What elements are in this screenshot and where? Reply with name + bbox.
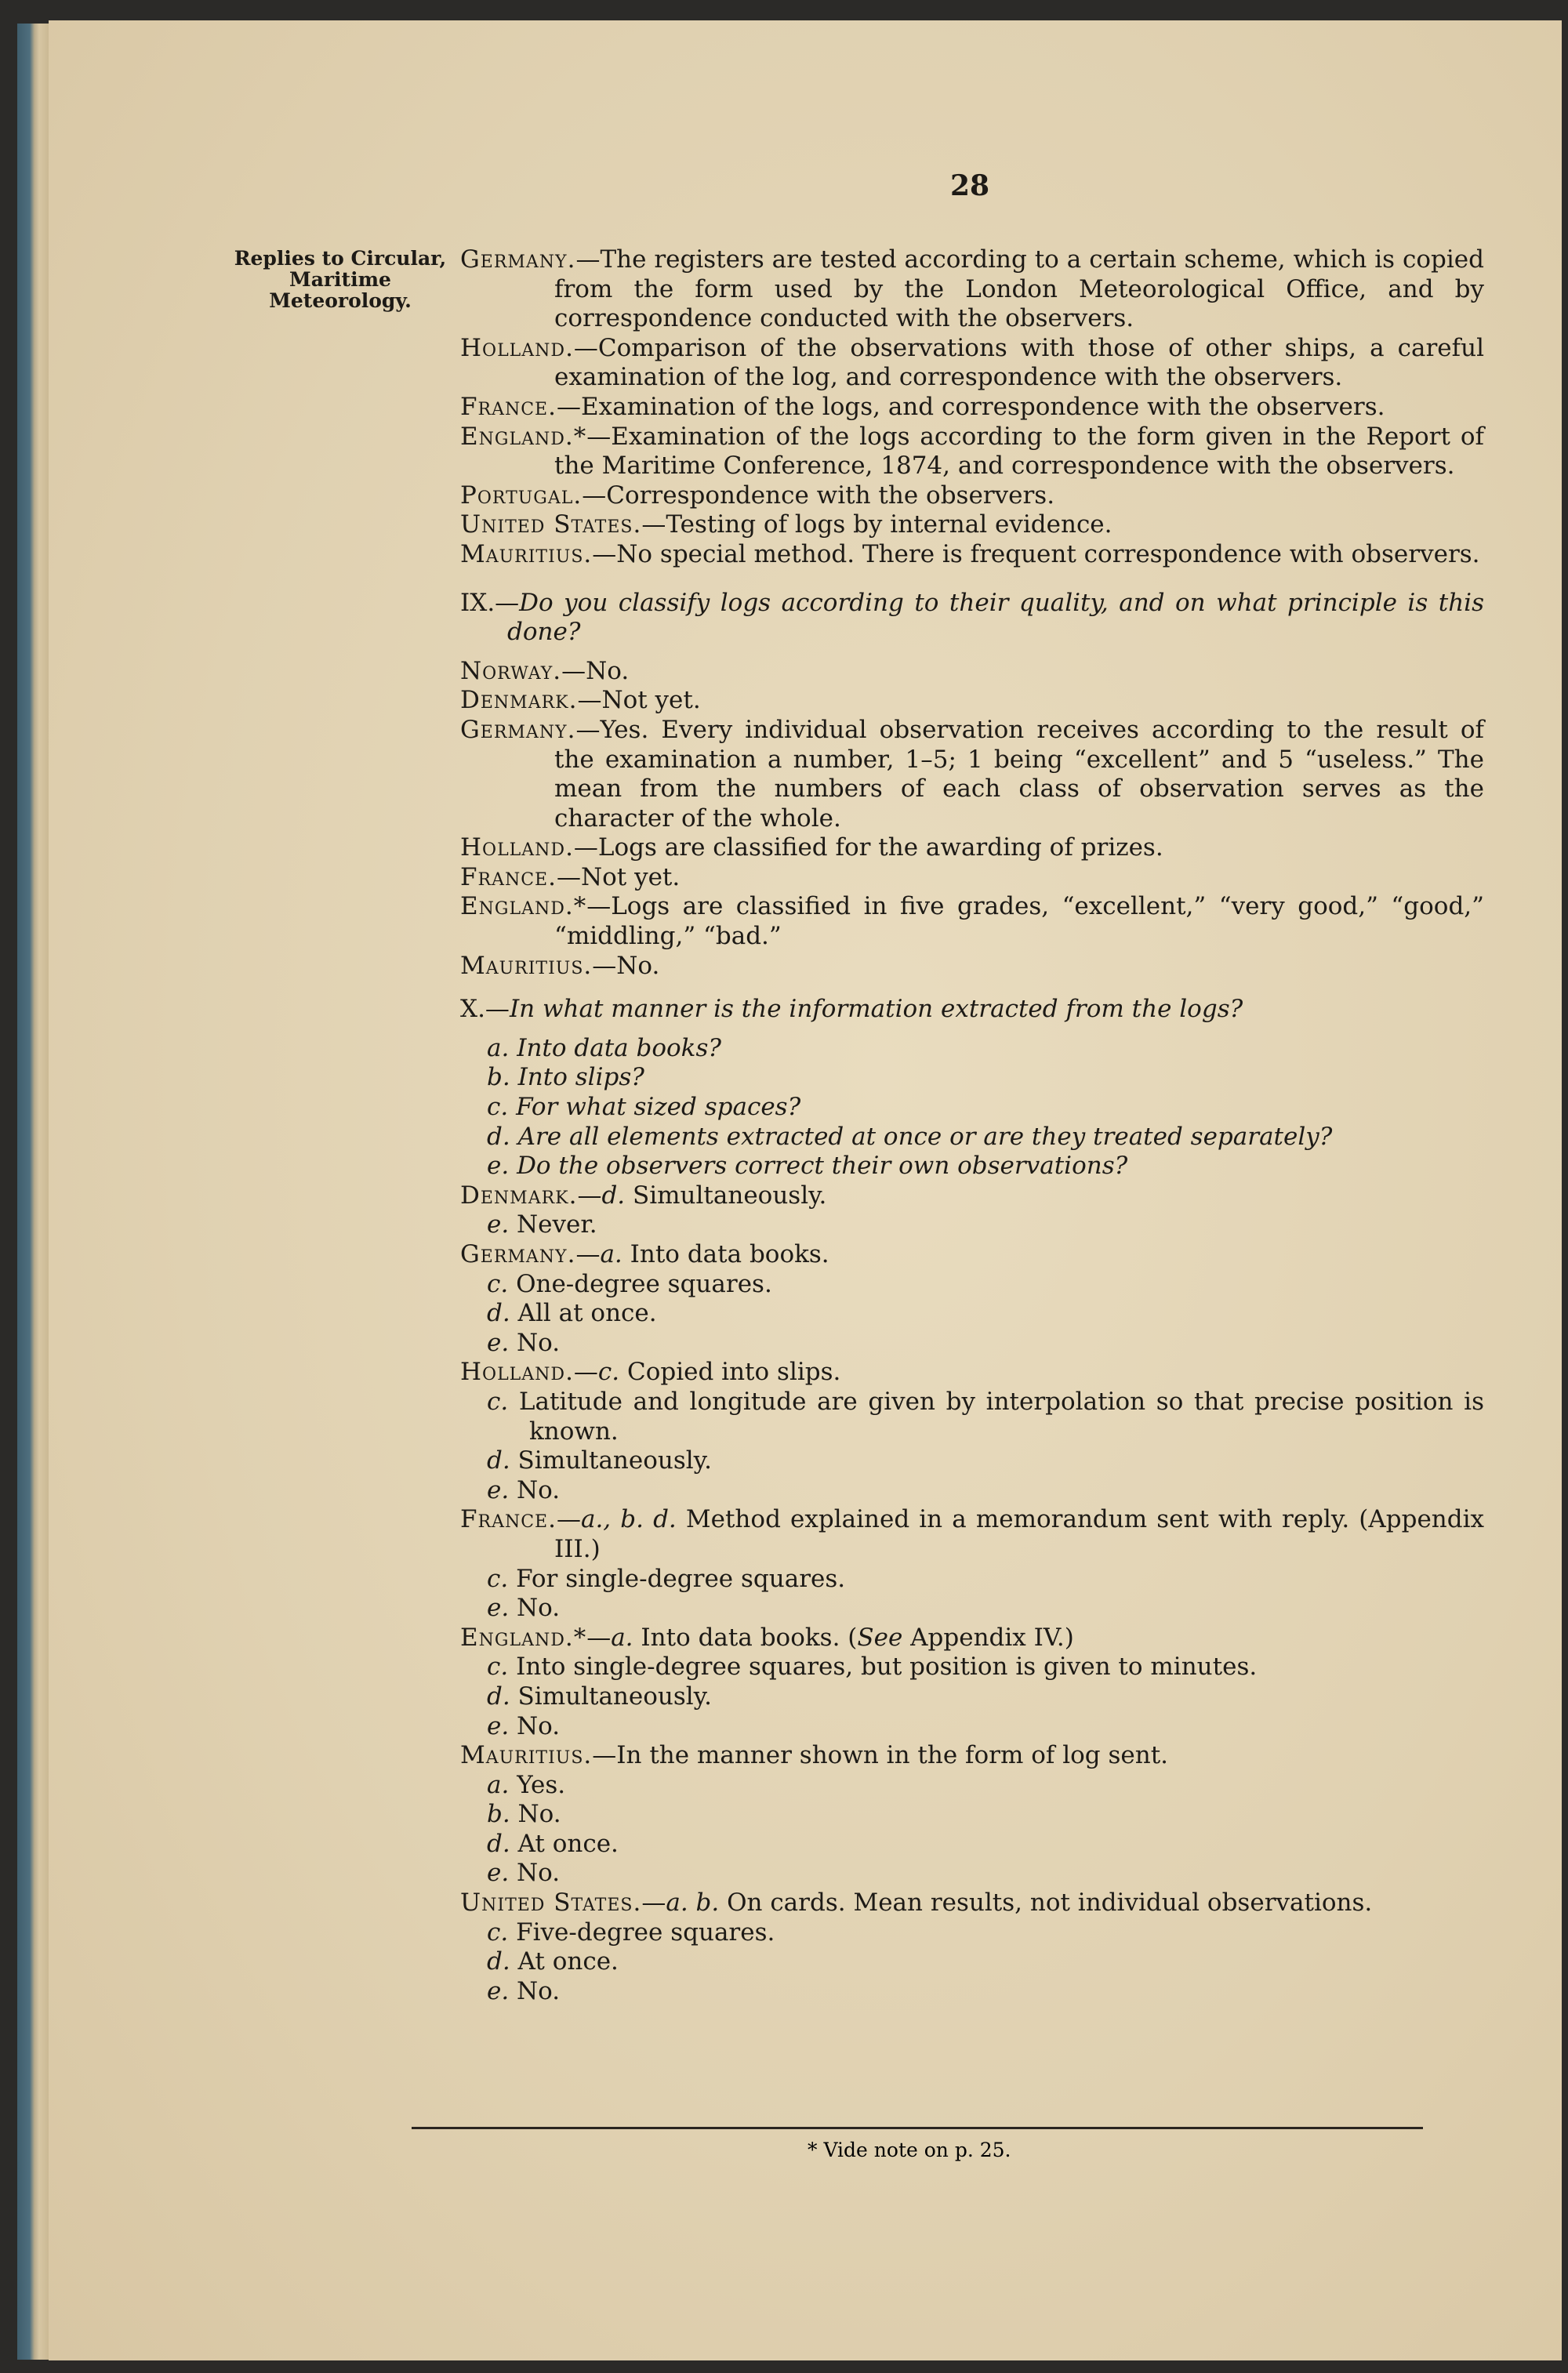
- country-entry: [460, 245, 1484, 334]
- answer-text: No.: [509, 1859, 561, 1888]
- country-name: Germany.: [460, 1240, 576, 1268]
- entry-text: Method explained in a memorandum sent with reply. (Appendix III.): [554, 1505, 1485, 1563]
- answer-item: [460, 1329, 1484, 1359]
- question-heading: [460, 995, 1484, 1025]
- answer-item: [460, 1270, 1484, 1300]
- answer-letter: c.: [487, 1564, 509, 1593]
- entry-dash: —: [573, 1358, 598, 1387]
- country-name: Portugal.: [460, 481, 583, 510]
- entry-text: —Logs are classified for the awarding of prizes.: [573, 833, 1163, 862]
- entry-text: —Not yet.: [577, 686, 701, 715]
- country-name: France.: [460, 1505, 557, 1534]
- entry-text: —The registers are tested according to a certain scheme, which is copied from the form used by the London Meteorological Office, and by correspondence conducted with the observers.: [554, 245, 1484, 333]
- footnote-rule: [412, 2127, 1423, 2129]
- country-name: Germany.: [460, 715, 576, 744]
- entry-text: —Logs are classified in five grades, “excellent,” “very good,” “good,” “middling,” “bad.”: [554, 892, 1484, 951]
- answer-item: [460, 1977, 1484, 2007]
- sub-question-text: Into data books?: [517, 1033, 721, 1062]
- country-name: Germany.: [460, 245, 576, 274]
- answer-text: Simultaneously.: [510, 1682, 712, 1711]
- sub-letter: e.: [487, 1152, 510, 1181]
- answer-item: [460, 1388, 1484, 1446]
- entry-text: —Examination of the logs according to the form given in the Report of the Maritime Conference, 1874, and correspondence with the observers.: [554, 422, 1484, 481]
- entry-text: —Not yet.: [556, 862, 681, 891]
- answer-letter: a. b.: [666, 1889, 720, 1918]
- sub-question: [460, 1123, 1484, 1152]
- answer-letter: e.: [487, 1210, 510, 1239]
- book-page: [49, 20, 1562, 2360]
- answer-text: Into single-degree squares, but position is given to minutes.: [508, 1653, 1258, 1682]
- country-entry: [460, 540, 1484, 570]
- answer-item: [460, 1800, 1484, 1830]
- sub-question-text: Do the observers correct their own observations?: [517, 1152, 1128, 1181]
- answer-text: No.: [509, 1328, 561, 1357]
- answer-text: At once.: [510, 1829, 619, 1858]
- answer-text: Never.: [509, 1210, 597, 1239]
- country-name: Denmark.: [460, 1181, 578, 1210]
- answer-item: [460, 1476, 1484, 1506]
- answer-letter: c.: [487, 1269, 509, 1298]
- country-entry: [460, 1889, 1484, 1918]
- country-entry: [460, 1624, 1484, 1653]
- country-name: France.: [460, 392, 557, 421]
- answer-item: [460, 1653, 1484, 1682]
- entry-italic: See: [857, 1623, 903, 1652]
- country-entry: [460, 657, 1484, 687]
- answer-letter: a.: [611, 1623, 633, 1652]
- question-text: In what manner is the information extracted from the logs?: [509, 995, 1243, 1024]
- entry-text: —No special method. There is frequent correspondence with observers.: [592, 539, 1480, 568]
- answer-letter: e.: [487, 1711, 510, 1740]
- country-entry: [460, 423, 1484, 481]
- answer-item: [460, 1682, 1484, 1712]
- answer-text: All at once.: [510, 1299, 657, 1328]
- answer-letter: a.: [487, 1770, 510, 1799]
- entry-dash: —: [575, 1240, 601, 1268]
- answer-letter: d.: [487, 1446, 510, 1475]
- country-name: Mauritius.: [460, 951, 593, 980]
- answer-item: [460, 1446, 1484, 1476]
- country-name: Denmark.: [460, 686, 578, 715]
- entry-text: Simultaneously.: [625, 1181, 827, 1210]
- country-name: Mauritius.: [460, 539, 593, 568]
- sub-question-text: Are all elements extracted at once or are they treated separately?: [517, 1122, 1333, 1151]
- country-name: Mauritius.: [460, 1741, 593, 1770]
- question-number: X.—: [460, 995, 510, 1024]
- entry-text: Into data books. (: [633, 1623, 858, 1652]
- question-heading: [460, 589, 1484, 648]
- answer-letter: d.: [487, 1947, 510, 1976]
- answer-letter: e.: [487, 1976, 510, 2005]
- entry-text: —Testing of logs by internal evidence.: [641, 510, 1112, 539]
- answer-text: At once.: [510, 1947, 619, 1976]
- country-name: Holland.: [460, 833, 574, 862]
- answer-text: No.: [509, 1475, 561, 1504]
- page-number: 28: [950, 169, 990, 202]
- answer-text: No.: [510, 1800, 561, 1829]
- answer-letter: d.: [487, 1682, 510, 1711]
- country-entry: [460, 686, 1484, 716]
- margin-note: Replies to Circular, Maritime Meteorology.: [234, 247, 447, 312]
- country-entry: [460, 1741, 1484, 1771]
- entry-text: —Examination of the logs, and correspondence with the observers.: [556, 392, 1385, 421]
- answer-text: Five-degree squares.: [508, 1918, 775, 1947]
- answer-letter: e.: [487, 1859, 510, 1888]
- country-entry: [460, 1181, 1484, 1211]
- question-text: Do you classify logs according to their quality, and on what principle is this done?: [507, 588, 1484, 647]
- page-content: [460, 245, 1484, 2006]
- country-name: France.: [460, 862, 557, 891]
- question-number: IX.—: [460, 588, 520, 617]
- entry-dash: —: [641, 1889, 666, 1918]
- answer-item: [460, 1830, 1484, 1860]
- country-entry: [460, 393, 1484, 423]
- answer-text: For single-degree squares.: [508, 1564, 846, 1593]
- country-name: United States.: [460, 510, 642, 539]
- answer-item: [460, 1918, 1484, 1948]
- entry-text: On cards. Mean results, not individual observations.: [719, 1889, 1373, 1918]
- sub-letter: b.: [487, 1063, 510, 1092]
- entry-text: Copied into slips.: [619, 1358, 841, 1387]
- country-entry: [460, 1358, 1484, 1388]
- entry-dash: —: [556, 1505, 581, 1534]
- answer-text: Latitude and longitude are given by interpolation so that precise position is known.: [508, 1387, 1484, 1446]
- sub-letter: d.: [487, 1122, 510, 1151]
- country-entry: [460, 334, 1484, 393]
- entry-text: —Correspondence with the observers.: [582, 481, 1055, 510]
- answer-item: [460, 1859, 1484, 1889]
- sub-question-text: For what sized spaces?: [516, 1093, 801, 1122]
- answer-text: One-degree squares.: [508, 1269, 772, 1298]
- entry-text-extra: Appendix IV.): [902, 1623, 1074, 1652]
- book-spine-edge: [17, 24, 49, 2360]
- country-entry: [460, 716, 1484, 833]
- entry-dash: —: [586, 1623, 612, 1652]
- country-entry: [460, 1505, 1484, 1564]
- answer-item: [460, 1712, 1484, 1742]
- answer-item: [460, 1947, 1484, 1977]
- country-name: Holland.: [460, 333, 574, 362]
- entry-dash: —: [577, 1181, 602, 1210]
- answer-item: [460, 1299, 1484, 1329]
- country-entry: [460, 892, 1484, 951]
- answer-letter: d.: [487, 1829, 510, 1858]
- entry-text: —Comparison of the observations with those of other ships, a careful examination of the log, and correspondence with the observers.: [554, 333, 1484, 392]
- answer-item: [460, 1594, 1484, 1624]
- answer-text: No.: [509, 1594, 561, 1623]
- sub-question: [460, 1063, 1484, 1093]
- entry-text: —No.: [561, 656, 630, 685]
- answer-item: [460, 1771, 1484, 1801]
- answer-letter: c.: [487, 1387, 509, 1416]
- answer-letter: a.: [600, 1240, 622, 1268]
- answer-letter: e.: [487, 1475, 510, 1504]
- country-entry: [460, 863, 1484, 893]
- footnote: * Vide note on p. 25.: [808, 2139, 1011, 2161]
- entry-text: Into data books.: [622, 1240, 829, 1268]
- answer-letter: d.: [601, 1181, 626, 1210]
- country-name: England.*: [460, 1623, 587, 1652]
- country-name: Norway.: [460, 656, 562, 685]
- country-name: United States.: [460, 1889, 642, 1918]
- sub-letter: a.: [487, 1033, 510, 1062]
- sub-question: [460, 1034, 1484, 1064]
- answer-letter: a., b. d.: [580, 1505, 677, 1534]
- answer-letter: e.: [487, 1328, 510, 1357]
- answer-item: [460, 1210, 1484, 1240]
- country-entry: [460, 833, 1484, 863]
- answer-letter: e.: [487, 1594, 510, 1623]
- answer-text: Yes.: [509, 1770, 566, 1799]
- country-name: Holland.: [460, 1358, 574, 1387]
- country-name: England.*: [460, 422, 587, 451]
- country-entry: [460, 481, 1484, 511]
- answer-letter: b.: [487, 1800, 510, 1829]
- answer-item: [460, 1565, 1484, 1595]
- country-entry: [460, 1240, 1484, 1270]
- answer-text: No.: [509, 1711, 561, 1740]
- country-entry: [460, 510, 1484, 540]
- country-name: England.*: [460, 892, 587, 921]
- entry-text: —Yes. Every individual observation receives according to the result of the examination a number, 1–5; 1 being “excellent” and 5 “useless.” The mean from the numbers of each class of observation serves as the character of the whole.: [554, 715, 1484, 833]
- sub-letter: c.: [487, 1093, 509, 1122]
- sub-question: [460, 1152, 1484, 1181]
- sub-question: [460, 1093, 1484, 1123]
- sub-question-text: Into slips?: [517, 1063, 644, 1092]
- answer-letter: c.: [597, 1358, 620, 1387]
- entry-text: —In the manner shown in the form of log sent.: [592, 1741, 1169, 1770]
- answer-letter: c.: [487, 1918, 509, 1947]
- answer-text: No.: [509, 1976, 561, 2005]
- answer-letter: d.: [487, 1299, 510, 1328]
- entry-text: —No.: [592, 951, 660, 980]
- answer-letter: c.: [487, 1653, 509, 1682]
- country-entry: [460, 952, 1484, 981]
- answer-text: Simultaneously.: [510, 1446, 712, 1475]
